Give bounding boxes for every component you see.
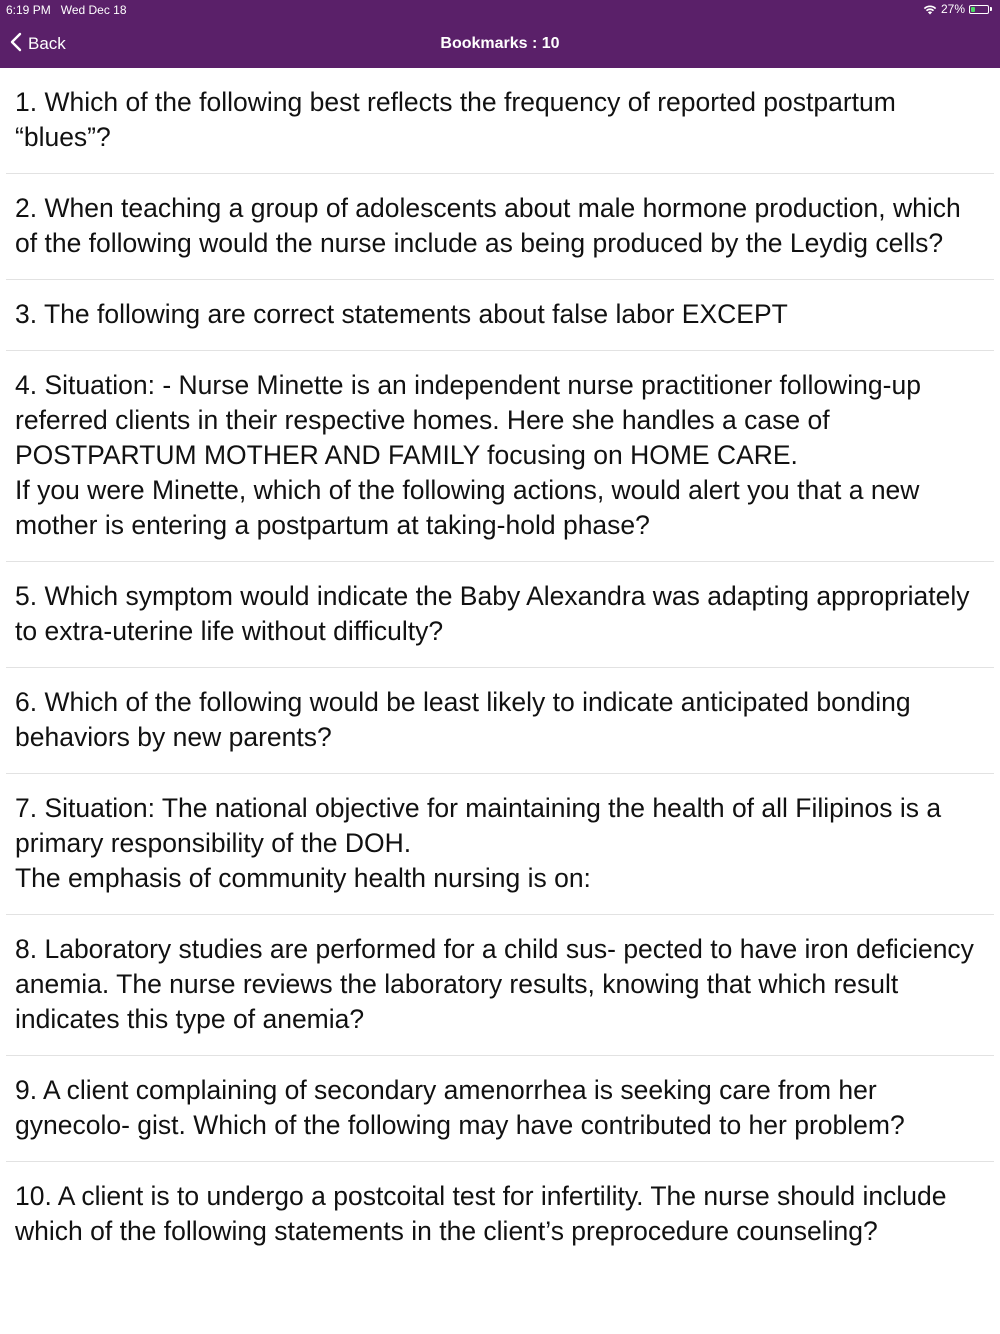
bookmark-item-5[interactable]: 5. Which symptom would indicate the Baby Alexandra was adapting appropriately to extra-uterine life without difficulty? [6, 562, 994, 668]
bookmark-item-1[interactable]: 1. Which of the following best reflects the frequency of reported postpartum “blues”? [6, 68, 994, 174]
status-date: Wed Dec 18 [60, 3, 127, 17]
wifi-icon [923, 4, 937, 15]
bookmark-list [0, 68, 1000, 1267]
status-indicators [923, 2, 992, 16]
page-title: Bookmarks : 10 [440, 35, 560, 52]
bookmark-item-2[interactable]: 2. When teaching a group of adolescents about male hormone production, which of the following would the nurse include as being produced by the Leydig cells? [6, 174, 994, 280]
bookmark-item-7[interactable]: 7. Situation: The national objective for maintaining the health of all Filipinos is a primary responsibility of the DOH. The emphasis of community health nursing is on: [6, 774, 994, 915]
back-label: Back [28, 34, 66, 53]
status-bar [0, 0, 1000, 20]
battery-percent: 27% [940, 2, 965, 16]
status-time: 6:19 PM [6, 3, 51, 17]
bookmark-item-10[interactable]: 10. A client is to undergo a postcoital test for infertility. The nurse should include which of the following statements in the client’s preprocedure counseling? [15, 1181, 947, 1246]
back-button[interactable] [10, 20, 66, 68]
status-time-date [6, 3, 127, 17]
navigation-bar [0, 20, 1000, 68]
bookmark-item-3[interactable]: 3. The following are correct statements about false labor EXCEPT [6, 280, 994, 351]
bookmark-item-9[interactable]: 9. A client complaining of secondary amenorrhea is seeking care from her gynecolo- gist. Which of the following may have contributed to her problem? [6, 1056, 994, 1162]
bookmark-item-6[interactable]: 6. Which of the following would be least likely to indicate anticipated bonding behaviors by new parents? [6, 668, 994, 774]
battery-charging-icon [969, 5, 992, 14]
bookmark-item-8[interactable]: 8. Laboratory studies are performed for a child sus- pected to have iron deficiency anemia. The nurse reviews the laboratory results, knowing that which result indicates this type of anemia? [6, 915, 994, 1056]
chevron-left-icon [10, 32, 22, 57]
bookmark-item-4[interactable]: 4. Situation: - Nurse Minette is an independent nurse practitioner following-up referred clients in their respective homes. Here she handles a case of POSTPARTUM MOTHER AND FAMILY focusing on HOME CARE. If you were Minette, which of the following actions, would alert you that a new mother is entering a postpartum at taking-hold phase? [6, 351, 994, 562]
